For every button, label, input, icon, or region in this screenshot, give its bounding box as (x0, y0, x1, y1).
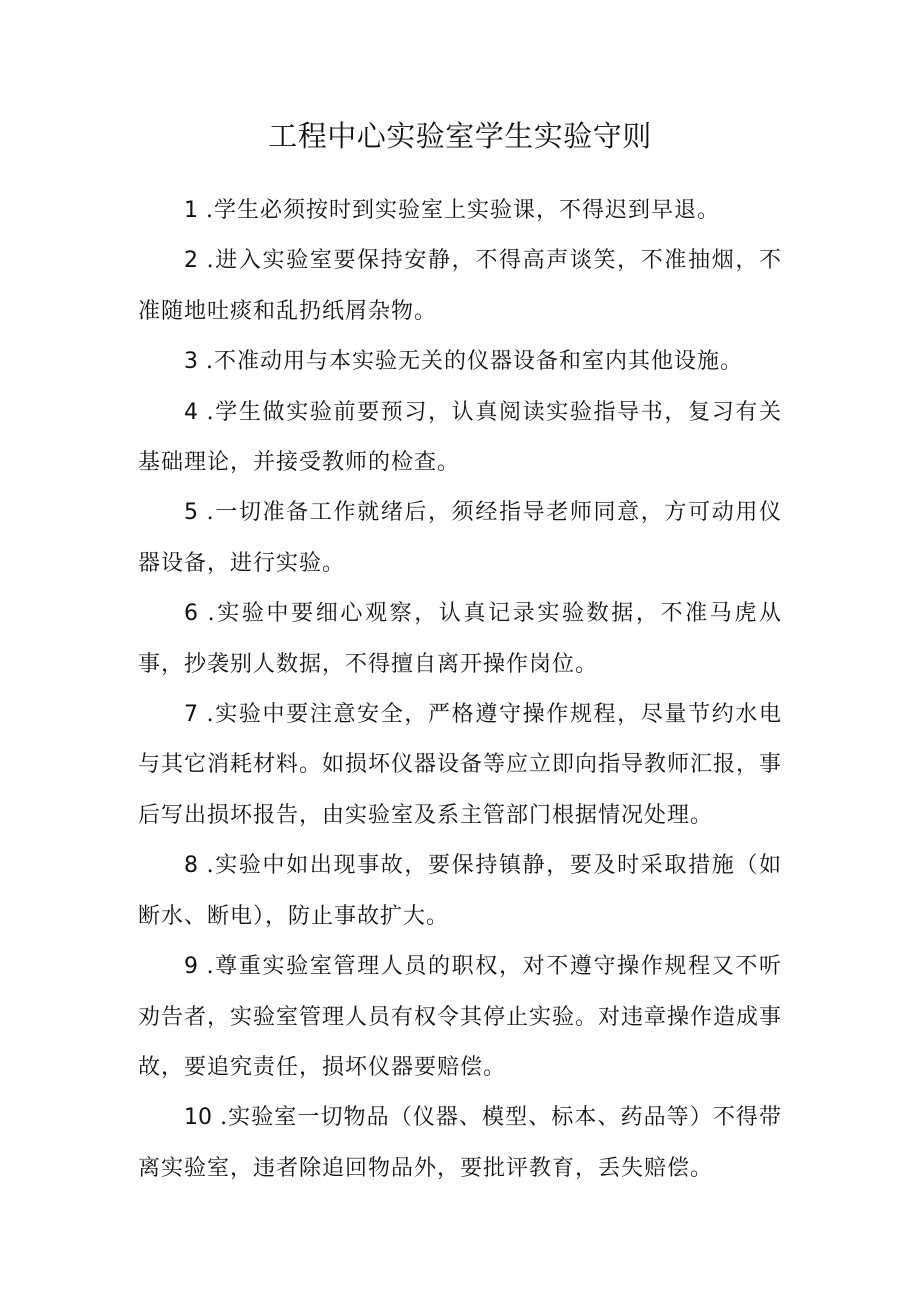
rule-text: .学生做实验前要预习，认真阅读实验指导书，复习有关基础理论，并接受教师的检查。 (138, 399, 782, 476)
rule-5 (138, 488, 782, 589)
rule-text: .实验中如出现事故，要保持镇静，要及时采取措施（如断水、断电），防止事故扩大。 (138, 853, 782, 929)
rule-number: 2 (184, 248, 198, 274)
rule-number: 7 (184, 702, 198, 728)
rule-10 (138, 1093, 782, 1194)
document-title: 工程中心实验室学生实验守则 (268, 119, 652, 153)
rule-text: .不准动用与本实验无关的仪器设备和室内其他设施。 (206, 349, 743, 375)
rule-text: .实验中要细心观察，认真记录实验数据，不准马虎从事，抄袭别人数据，不得擅自离开操作岗位。 (138, 601, 782, 677)
rule-3 (138, 337, 782, 387)
rule-8 (138, 841, 782, 942)
rule-number: 10 (184, 1105, 212, 1131)
rule-text: .一切准备工作就绪后，须经指导老师同意，方可动用仪器设备，进行实验。 (138, 500, 782, 576)
rule-text: .尊重实验室管理人员的职权，对不遵守操作规程又不听劝告者，实验室管理人员有权令其停止实验。对违章操作造成事故，要追究责任，损坏仪器要赔偿。 (138, 954, 783, 1080)
rule-number: 1 (184, 198, 198, 223)
rule-number: 8 (184, 853, 198, 879)
rule-9 (138, 942, 782, 1093)
rule-4 (138, 388, 782, 489)
rule-6 (138, 589, 782, 690)
rule-1 (138, 186, 782, 236)
rule-7 (138, 690, 782, 841)
rule-2 (138, 236, 782, 337)
rule-text: .实验中要注意安全，严格遵守操作规程，尽量节约水电与其它消耗材料。如损坏仪器设备等应立即向指导教师汇报，事后写出损坏报告，由实验室及系主管部门根据情况处理。 (138, 702, 783, 828)
rule-number: 4 (184, 399, 198, 425)
rule-text: .实验室一切物品（仪器、模型、标本、药品等）不得带离实验室，违者除追回物品外，要批评教育，丢失赔偿。 (138, 1105, 782, 1181)
rule-number: 3 (184, 349, 198, 375)
rules-list (138, 186, 782, 1194)
rule-number: 5 (184, 500, 198, 526)
rule-text: .学生必须按时到实验室上实验课，不得迟到早退。 (206, 198, 720, 223)
rule-number: 6 (184, 601, 198, 627)
rule-number: 9 (184, 954, 198, 980)
rule-text: .进入实验室要保持安静，不得高声谈笑，不准抽烟，不准随地吐痰和乱扔纸屑杂物。 (138, 248, 782, 324)
